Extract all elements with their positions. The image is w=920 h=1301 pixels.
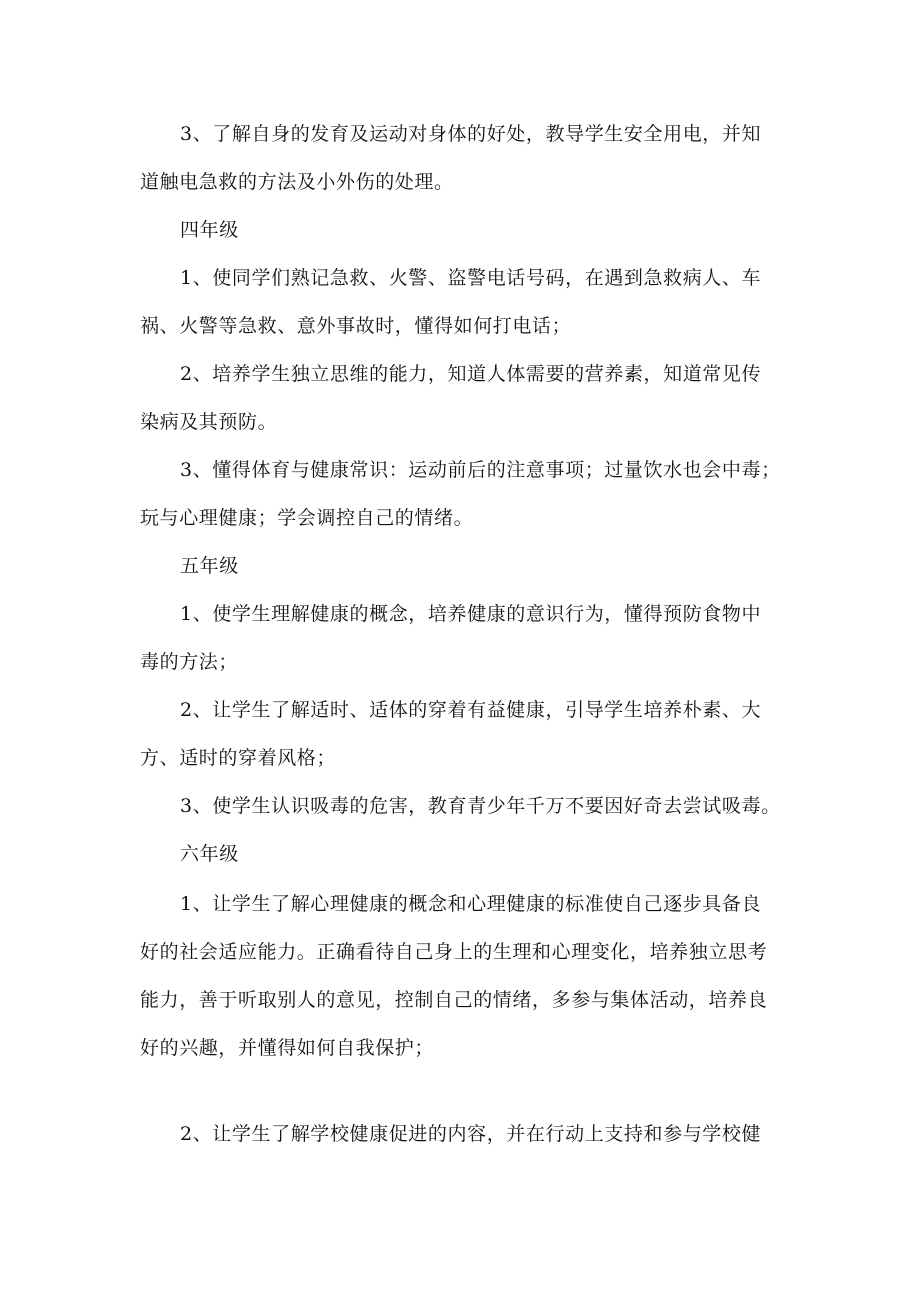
text-line: 1、让学生了解心理健康的概念和心理健康的标准使自己逐步具备良 <box>180 893 762 915</box>
text-line: 2、让学生了解适时、适体的穿着有益健康，引导学生培养朴素、大 <box>180 699 762 721</box>
paragraph-grade6-item1 <box>140 880 800 1072</box>
text-line: 2、让学生了解学校健康促进的内容，并在行动上支持和参与学校健 <box>180 1123 762 1145</box>
text-line: 2、培养学生独立思维的能力，知道人体需要的营养素，知道常见传 <box>180 363 762 385</box>
text-line: 毒的方法； <box>140 651 239 673</box>
paragraph-grade4-item2 <box>140 350 800 446</box>
section-heading-grade6 <box>140 830 800 878</box>
paragraph-grade5-item2 <box>140 686 800 782</box>
text-line: 方、适时的穿着风格； <box>140 747 337 769</box>
paragraph-grade4-item3 <box>140 446 800 542</box>
text-line: 好的兴趣，并懂得如何自我保护； <box>140 1037 435 1059</box>
text-line: 五年级 <box>180 555 239 577</box>
text-line: 3、了解自身的发育及运动对身体的好处，教导学生安全用电，并知 <box>180 123 762 145</box>
text-line: 1、使同学们熟记急救、火警、盗警电话号码，在遇到急救病人、车 <box>180 267 762 289</box>
text-line: 好的社会适应能力。正确看待自己身上的生理和心理变化，培养独立思考 <box>140 941 768 963</box>
text-line: 四年级 <box>180 219 239 241</box>
text-line: 1、使学生理解健康的概念，培养健康的意识行为，懂得预防食物中 <box>180 603 762 625</box>
paragraph-grade4-item1 <box>140 254 800 350</box>
paragraph-grade3-item3 <box>140 110 800 206</box>
text-line: 3、使学生认识吸毒的危害，教育青少年千万不要因好奇去尝试吸毒。 <box>180 795 781 817</box>
text-line: 祸、火警等急救、意外事故时，懂得如何打电话； <box>140 315 572 337</box>
text-line: 玩与心理健康；学会调控自己的情绪。 <box>140 507 474 529</box>
section-heading-grade5 <box>140 542 800 590</box>
text-line: 能力，善于听取别人的意见，控制自己的情绪，多参与集体活动，培养良 <box>140 989 768 1011</box>
text-line: 道触电急救的方法及小外伤的处理。 <box>140 171 454 193</box>
text-line: 染病及其预防。 <box>140 411 278 433</box>
paragraph-grade5-item1 <box>140 590 800 686</box>
text-line: 六年级 <box>180 843 239 865</box>
section-heading-grade4 <box>140 206 800 254</box>
paragraph-grade5-item3 <box>140 782 800 830</box>
text-line: 3、懂得体育与健康常识：运动前后的注意事项；过量饮水也会中毒； <box>180 459 781 481</box>
paragraph-grade6-item2 <box>140 1110 800 1158</box>
